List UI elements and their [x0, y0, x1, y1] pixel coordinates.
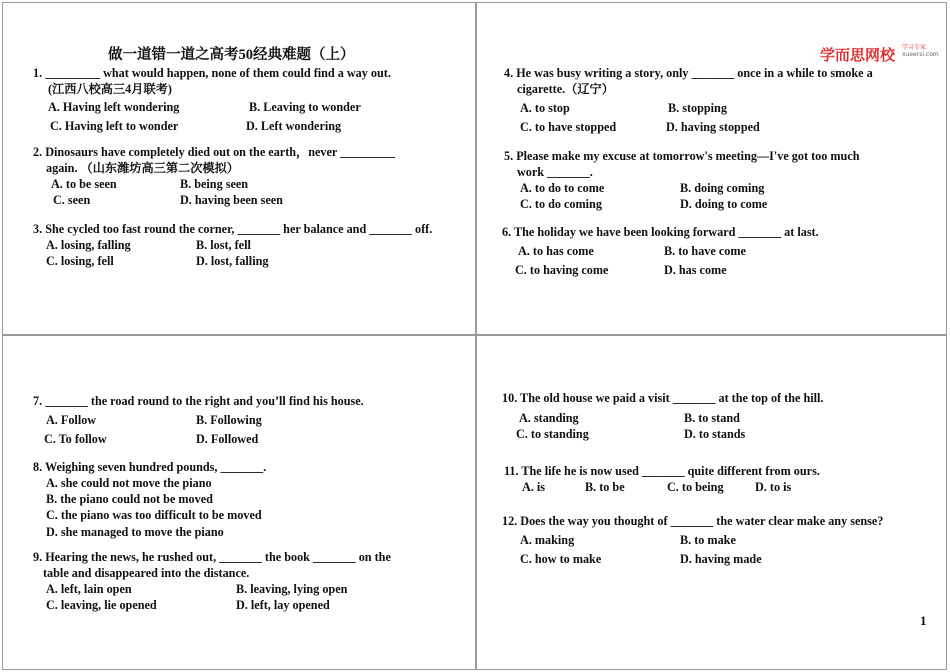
question-7-option-c: C. To follow	[44, 432, 107, 446]
logo	[820, 44, 939, 65]
question-2-option-d: D. having been seen	[180, 193, 283, 207]
question-4-option-d: D. having stopped	[666, 120, 760, 134]
question-8-option-d: D. she managed to move the piano	[46, 525, 224, 539]
logo-main-text: 学而思网校	[820, 46, 896, 64]
question-12-option-c: C. how to make	[520, 552, 602, 566]
question-9-stem: 9. Hearing the news, he rushed out, _______ the book _______ on the	[33, 550, 391, 564]
question-1-option-d: D. Left wondering	[246, 119, 342, 133]
question-6-option-a: A. to has come	[518, 244, 594, 258]
question-2-option-b: B. being seen	[180, 177, 249, 191]
logo-slogan: 学习专家	[902, 44, 927, 51]
question-11-stem: 11. The life he is now used _______ quite different from ours.	[504, 464, 820, 478]
question-8-stem: 8. Weighing seven hundred pounds, _______.	[33, 460, 267, 474]
question-5-option-b: B. doing coming	[680, 181, 765, 195]
question-1-note: (江西八校高三4月联考)	[48, 82, 172, 96]
question-8-option-b: B. the piano could not be moved	[46, 492, 213, 506]
question-7-option-b: B. Following	[196, 413, 262, 427]
question-2-stem: 2. Dinosaurs have completely died out on the earth，never _________	[33, 145, 396, 159]
question-12-option-b: B. to make	[680, 533, 736, 547]
question-10-option-c: C. to standing	[516, 427, 589, 441]
question-9-option-d: D. left, lay opened	[236, 598, 330, 612]
question-3-option-a: A. losing, falling	[46, 238, 131, 252]
question-10-option-d: D. to stands	[684, 427, 746, 441]
question-11-option-a: A. is	[522, 480, 546, 494]
question-12-stem: 12. Does the way you thought of _______ the water clear make any sense?	[502, 514, 884, 528]
question-4-option-c: C. to have stopped	[520, 120, 617, 134]
question-6-option-c: C. to having come	[515, 263, 609, 277]
question-2-stem-cont: again. （山东潍坊高三第二次模拟）	[46, 161, 239, 175]
page-title: 做一道错一道之高考50经典难题（上）	[108, 47, 355, 63]
question-10-stem: 10. The old house we paid a visit _______ at the top of the hill.	[502, 391, 824, 405]
question-5-stem: 5. Please make my excuse at tomorrow's meeting—I've got too much	[504, 149, 860, 163]
question-5-option-a: A. to do to come	[520, 181, 605, 195]
question-2-option-c: C. seen	[53, 193, 91, 207]
slide-panel-4	[476, 335, 947, 670]
question-1-stem: 1. _________ what would happen, none of them could find a way out.	[33, 66, 391, 80]
question-8-option-c: C. the piano was too difficult to be moved	[46, 508, 262, 522]
question-7-stem: 7. _______ the road round to the right and you’ll find his house.	[33, 394, 364, 408]
question-2-option-a: A. to be seen	[51, 177, 117, 191]
page-number: 1	[920, 613, 927, 628]
question-7-option-d: D. Followed	[196, 432, 259, 446]
question-12-option-d: D. having made	[680, 552, 762, 566]
question-11-option-c: C. to being	[667, 480, 724, 494]
question-1-option-c: C. Having left to wonder	[50, 119, 179, 133]
question-9-stem-cont: table and disappeared into the distance.	[43, 566, 250, 580]
question-6-option-b: B. to have come	[664, 244, 746, 258]
question-11-option-d: D. to is	[755, 480, 792, 494]
question-3-option-b: B. lost, fell	[196, 238, 251, 252]
question-5-option-d: D. doing to come	[680, 197, 768, 211]
question-9-option-a: A. left, lain open	[46, 582, 132, 596]
question-3-stem: 3. She cycled too fast round the corner, _______ her balance and _______ off.	[33, 222, 433, 236]
question-6-stem: 6. The holiday we have been looking forward _______ at last.	[502, 225, 819, 239]
question-3-option-d: D. lost, falling	[196, 254, 269, 268]
question-5-option-c: C. to do coming	[520, 197, 602, 211]
question-9-option-c: C. leaving, lie opened	[46, 598, 157, 612]
question-1-option-a: A. Having left wondering	[48, 100, 180, 114]
question-4-stem: 4. He was busy writing a story, only _______ once in a while to smoke a	[504, 66, 873, 80]
question-10-option-b: B. to stand	[684, 411, 740, 425]
logo-sub	[902, 44, 939, 58]
question-9-option-b: B. leaving, lying open	[236, 582, 348, 596]
question-4-option-b: B. stopping	[668, 101, 727, 115]
question-3-option-c: C. losing, fell	[46, 254, 114, 268]
question-7-option-a: A. Follow	[46, 413, 97, 427]
question-12-option-a: A. making	[520, 533, 575, 547]
question-6-option-d: D. has come	[664, 263, 727, 277]
question-8-option-a: A. she could not move the piano	[46, 476, 212, 490]
logo-url: xueersi.com	[902, 51, 939, 58]
question-10-option-a: A. standing	[519, 411, 579, 425]
question-4-option-a: A. to stop	[520, 101, 570, 115]
question-5-stem-cont: work _______.	[517, 165, 593, 179]
question-1-option-b: B. Leaving to wonder	[249, 100, 361, 114]
question-4-stem-cont: cigarette.（辽宁）	[517, 82, 614, 96]
question-11-option-b: B. to be	[585, 480, 625, 494]
